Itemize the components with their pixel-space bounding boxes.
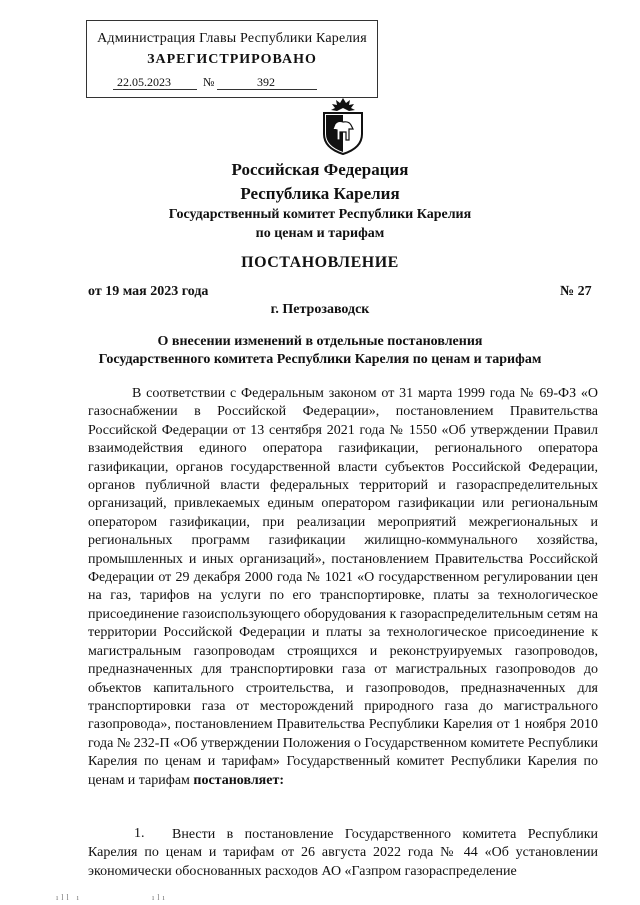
committee-name-line2: по ценам и тарифам	[255, 226, 385, 241]
republic-heading: Республика Карелия	[240, 184, 400, 203]
preamble-text: В соответствии с Федеральным законом от 31 марта 1999 года № 69-ФЗ «О газоснабжении в Российской Федерации», постановлением Правительства Российской Федерации от 13 сентября 2021 года № 1550 «Об утверждении Правил взаимодействия единого оператора газификации, регионального оператора газификации, органов государственной власти субъектов Российской Федерации, органов публичной власти федеральных территорий и газораспределительных организаций, привлекаемых единым оператором газификации или региональным оператором газификации, при реализации мероприятий межрегиональных и региональных программ газификации жилищно-коммунального хозяйства, промышленных и иных организаций», постановлением Правительства Российской Федерации от 29 декабря 2000 года № 1021 «О государственном регулировании цен на газ, тарифов на услуги по его транспортировке, платы за технологическое присоединение газоиспользующего оборудования к газораспределительным сетям на территории Российской Федерации и платы за технологическое присоединение к магистральным газопроводам строящихся и реконструируемых газопроводов, предназначенных для транспортировки газа от магистральных газопроводов до объектов капитального строительства, и газопроводов, предназначенных для транспортировки газа от месторождений природного газа до магистрального газопровода», постановлением Правительства Республики Карелия от 1 ноября 2010 года № 232-П «Об утверждении Положения о Государственном комитете Республики Карелия по ценам и тарифам» Государственный комитет Республики Карелия по ценам и тарифам	[88, 386, 599, 788]
registration-stamp	[86, 20, 378, 98]
decree-word: постановляет:	[193, 772, 285, 788]
scan-marks-left: ıll ı	[56, 893, 82, 902]
stamp-date: 22.05.2023	[117, 75, 171, 89]
preamble-paragraph	[88, 385, 598, 790]
item-1-text: Внести в постановление Государственного комитета Республики Карелия по ценам и тарифам от 26 августа 2022 года № 44 «Об установлении экономически обоснованных расходов АО «Газпром газораспределение	[88, 827, 598, 879]
country-heading: Российская Федерация	[231, 160, 409, 179]
document-date: от 19 мая 2023 года	[88, 284, 209, 299]
scan-marks-right: ılı	[152, 893, 168, 902]
stamp-registered: ЗАРЕГИСТРИРОВАНО	[147, 52, 317, 67]
committee-name-line1: Государственный комитет Республики Карелия	[168, 207, 472, 222]
item-1-paragraph	[88, 826, 598, 881]
subject-line1: О внесении изменений в отдельные постановления	[157, 334, 483, 349]
document-city: г. Петрозаводск	[270, 302, 370, 317]
stamp-date-underline	[113, 89, 197, 90]
item-1-number: 1.	[134, 826, 145, 841]
subject-line2: Государственного комитета Республики Карелия по ценам и тарифам	[98, 352, 542, 367]
stamp-number-underline	[217, 89, 317, 90]
stamp-number: 392	[257, 75, 275, 89]
document-number: № 27	[560, 284, 592, 299]
stamp-authority: Администрация Главы Республики Карелия	[97, 31, 367, 46]
stamp-number-sign: №	[203, 75, 215, 89]
coat-of-arms-icon	[318, 96, 368, 156]
document-type: ПОСТАНОВЛЕНИЕ	[241, 254, 399, 271]
